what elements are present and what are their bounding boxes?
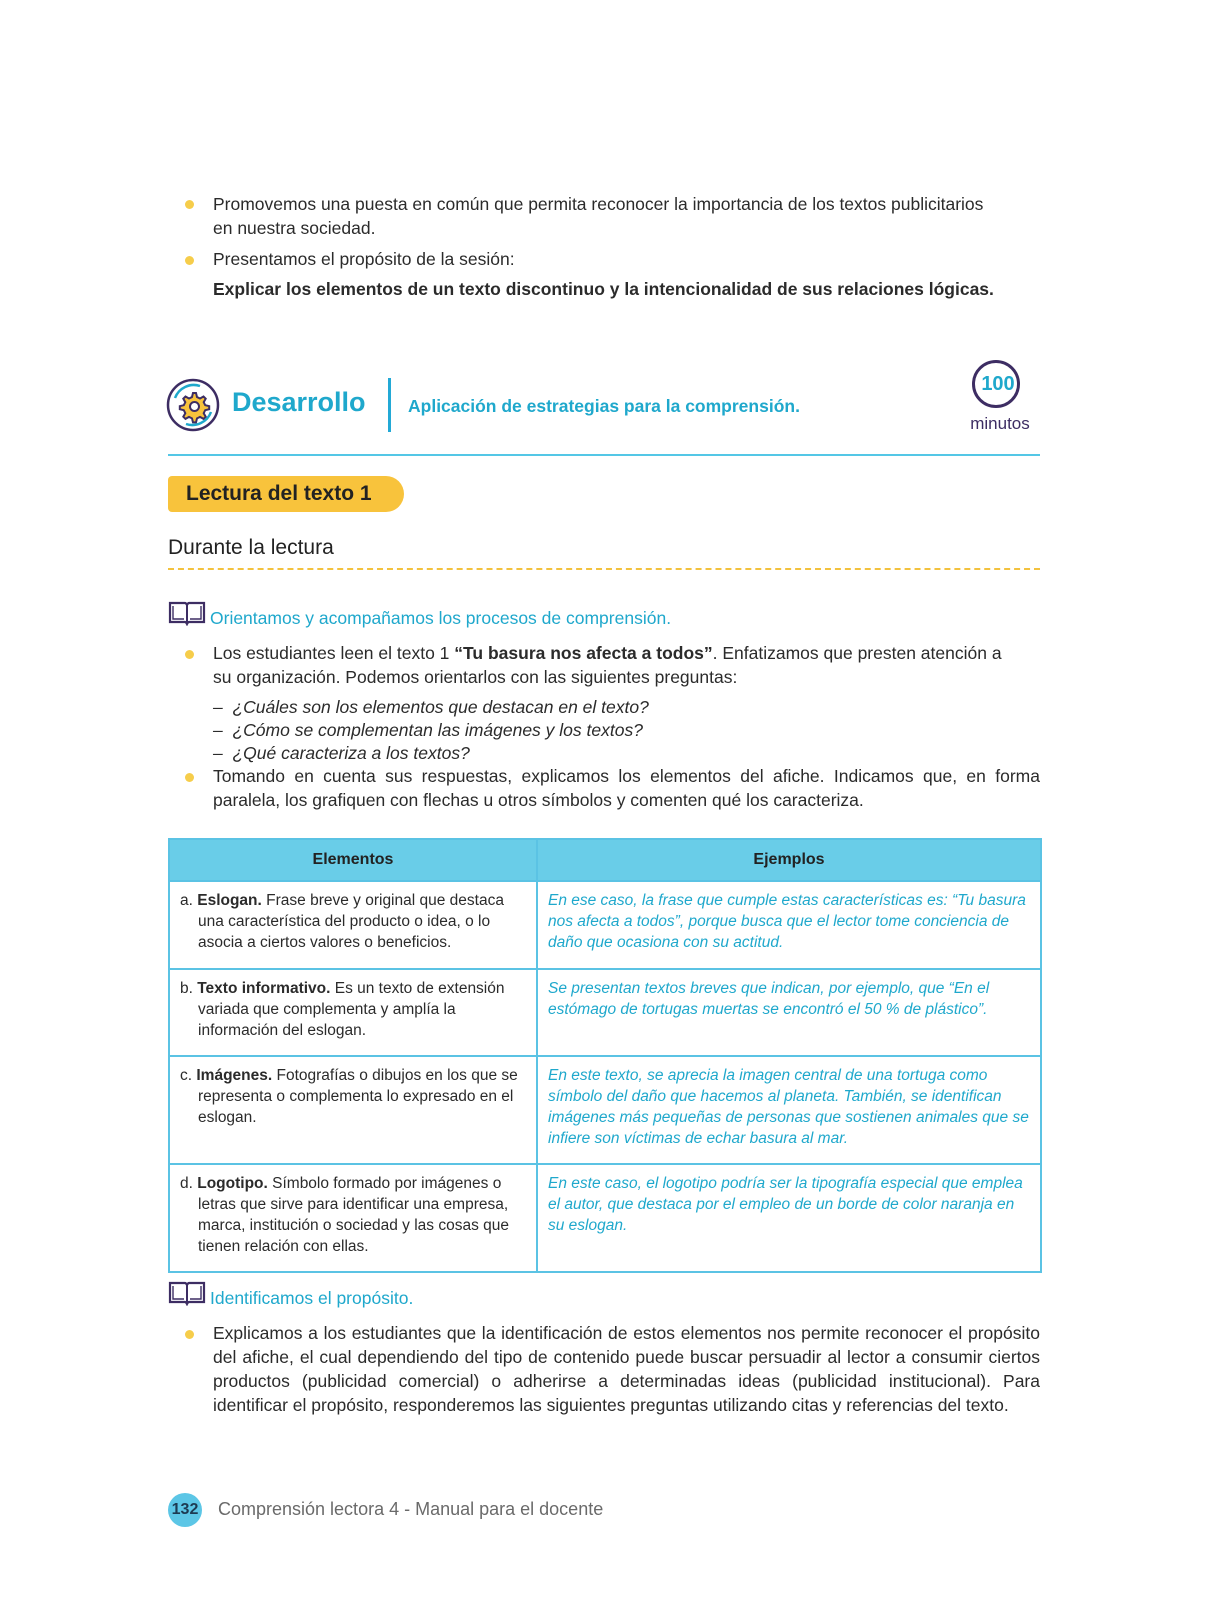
column-header-ejemplos: Ejemplos bbox=[537, 839, 1041, 881]
guide-label-2: Identificamos el propósito. bbox=[210, 1288, 414, 1308]
table-cell-element: b. Texto informativo. Es un texto de extensión variada que complementa y amplía la información del eslogan. bbox=[169, 969, 537, 1056]
question-1: – ¿Cuáles son los elementos que destacan en el texto? bbox=[213, 697, 649, 717]
book-icon bbox=[168, 600, 206, 626]
bullet-dot bbox=[185, 650, 194, 659]
table-cell-element: d. Logotipo. Símbolo formado por imágenes o letras que sirve para identificar una empresa, marca, institución o sociedad y las cosas que tienen relación con ellas. bbox=[169, 1164, 537, 1272]
bullet-dot bbox=[185, 256, 194, 265]
column-header-elementos: Elementos bbox=[169, 839, 537, 881]
page-number: 132 bbox=[171, 1501, 199, 1518]
guide1-bullet-1: Los estudiantes leen el texto 1 “Tu basura nos afecta a todos”. Enfatizamos que presten atención a su organización. Podemos orientarlos con las siguientes preguntas: bbox=[213, 643, 1002, 687]
table-cell-example: En ese caso, la frase que cumple estas características es: “Tu basura nos afecta a todos”, porque busca que el lector tome conciencia de daño que ocasiona con su actitud. bbox=[537, 881, 1041, 969]
table-row bbox=[169, 1056, 1041, 1164]
timer-value: 100 bbox=[981, 373, 1015, 395]
reading-pill-label: Lectura del texto 1 bbox=[186, 482, 372, 505]
guide1-bullet-2: Tomando en cuenta sus respuestas, explicamos los elementos del afiche. Indicamos que, en forma paralela, los grafiquen con flechas u otros símbolos y comenten qué los caracteriza. bbox=[213, 766, 1040, 810]
footer-title: Comprensión lectora 4 - Manual para el docente bbox=[218, 1499, 604, 1519]
session-purpose: Explicar los elementos de un texto discontinuo y la intencionalidad de sus relaciones lógicas. bbox=[213, 279, 994, 299]
table-cell-example: Se presentan textos breves que indican, por ejemplo, que “En el estómago de tortugas muertas se encontró el 50 % de plástico”. bbox=[537, 969, 1041, 1056]
table-row bbox=[169, 969, 1041, 1056]
bullet-dot bbox=[185, 1330, 194, 1339]
table-row bbox=[169, 1164, 1041, 1272]
section-title: Desarrollo bbox=[232, 387, 366, 417]
dashed-divider bbox=[168, 568, 1040, 570]
table-cell-example: En este caso, el logotipo podría ser la tipografía especial que emplea el autor, que destaca por el empleo de un borde de color naranja en su eslogan. bbox=[537, 1164, 1041, 1272]
bullet-dot bbox=[185, 773, 194, 782]
intro-bullet-2: Presentamos el propósito de la sesión: bbox=[213, 249, 515, 269]
book-icon bbox=[168, 1280, 206, 1306]
section-rule bbox=[168, 454, 1040, 456]
elements-table bbox=[168, 838, 1042, 1273]
guide-label-1: Orientamos y acompañamos los procesos de comprensión. bbox=[210, 608, 672, 628]
table-cell-element: c. Imágenes. Fotografías o dibujos en los que se representa o complementa lo expresado en el eslogan. bbox=[169, 1056, 537, 1164]
timer-unit: minutos bbox=[970, 414, 1030, 433]
gear-icon bbox=[166, 378, 220, 432]
table-row bbox=[169, 881, 1041, 969]
table-cell-element: a. Eslogan. Frase breve y original que destaca una característica del producto o idea, o lo asocia a ciertos valores o beneficios. bbox=[169, 881, 537, 969]
intro-bullet-1: Promovemos una puesta en común que permita reconocer la importancia de los textos publicitarios en nuestra sociedad. bbox=[213, 194, 984, 238]
reading-heading: Durante la lectura bbox=[168, 536, 334, 559]
table-cell-example: En este texto, se aprecia la imagen central de una tortuga como símbolo del daño que hacemos al planeta. También, se identifican imágenes más pequeñas de personas que sostienen animales que se infiere son víctimas de echar basura al mar. bbox=[537, 1056, 1041, 1164]
question-3: – ¿Qué caracteriza a los textos? bbox=[213, 743, 470, 763]
table-header-row bbox=[169, 839, 1041, 881]
guide2-bullet: Explicamos a los estudiantes que la identificación de estos elementos nos permite reconocer el propósito del afiche, el cual dependiendo del tipo de contenido puede buscar persuadir al lector a consumir ciertos productos (publicidad comercial) o adherirse a determinadas ideas (publicidad institucional). Para identificar el propósito, responderemos las siguientes preguntas utilizando citas y referencias del texto. bbox=[213, 1323, 1040, 1415]
section-divider bbox=[388, 378, 391, 432]
section-subtitle: Aplicación de estrategias para la comprensión. bbox=[408, 396, 800, 416]
bullet-dot bbox=[185, 200, 194, 209]
question-2: – ¿Cómo se complementan las imágenes y los textos? bbox=[213, 720, 643, 740]
